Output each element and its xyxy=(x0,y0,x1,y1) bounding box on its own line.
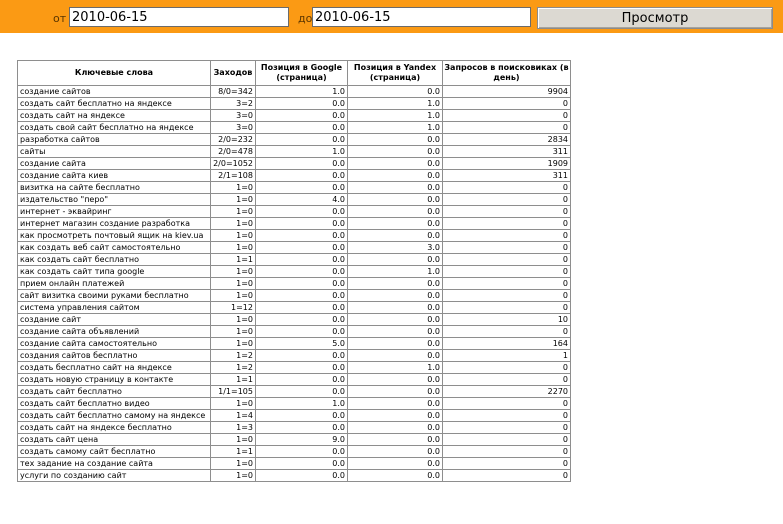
keyword-cell: создать сайт бесплатно xyxy=(18,386,211,398)
yandex-position-cell: 0.0 xyxy=(348,278,443,290)
requests-cell: 0 xyxy=(443,398,571,410)
visits-cell: 1=0 xyxy=(211,314,256,326)
table-row xyxy=(18,326,571,338)
table-row xyxy=(18,374,571,386)
keyword-cell: система управления сайтом xyxy=(18,302,211,314)
google-position-cell: 0.0 xyxy=(256,410,348,422)
google-position-cell: 0.0 xyxy=(256,446,348,458)
requests-cell: 0 xyxy=(443,302,571,314)
requests-cell: 0 xyxy=(443,374,571,386)
table-row xyxy=(18,290,571,302)
yandex-position-cell: 1.0 xyxy=(348,110,443,122)
yandex-position-cell: 0.0 xyxy=(348,458,443,470)
yandex-position-cell: 0.0 xyxy=(348,314,443,326)
google-position-cell: 0.0 xyxy=(256,182,348,194)
table-row xyxy=(18,242,571,254)
table-row xyxy=(18,278,571,290)
requests-cell: 0 xyxy=(443,278,571,290)
yandex-position-cell: 3.0 xyxy=(348,242,443,254)
google-position-cell: 0.0 xyxy=(256,374,348,386)
google-position-cell: 1.0 xyxy=(256,146,348,158)
requests-cell: 2270 xyxy=(443,386,571,398)
yandex-position-cell: 0.0 xyxy=(348,434,443,446)
yandex-position-cell: 0.0 xyxy=(348,146,443,158)
google-position-cell: 0.0 xyxy=(256,470,348,482)
table-row xyxy=(18,134,571,146)
keyword-cell: создание сайта xyxy=(18,158,211,170)
requests-cell: 0 xyxy=(443,242,571,254)
requests-cell: 0 xyxy=(443,110,571,122)
table-row xyxy=(18,218,571,230)
google-position-cell: 0.0 xyxy=(256,230,348,242)
google-position-cell: 0.0 xyxy=(256,206,348,218)
requests-cell: 0 xyxy=(443,470,571,482)
requests-cell: 0 xyxy=(443,98,571,110)
visits-cell: 3=0 xyxy=(211,110,256,122)
requests-cell: 0 xyxy=(443,230,571,242)
keyword-cell: создание сайт xyxy=(18,314,211,326)
requests-cell: 0 xyxy=(443,458,571,470)
visits-cell: 1=0 xyxy=(211,290,256,302)
table-row xyxy=(18,254,571,266)
keyword-cell: разработка сайтов xyxy=(18,134,211,146)
keyword-cell: как создать веб сайт самостоятельно xyxy=(18,242,211,254)
yandex-position-cell: 0.0 xyxy=(348,230,443,242)
requests-cell: 0 xyxy=(443,410,571,422)
yandex-position-cell: 0.0 xyxy=(348,470,443,482)
keyword-cell: создать бесплатно сайт на яндексе xyxy=(18,362,211,374)
table-row xyxy=(18,194,571,206)
yandex-position-cell: 0.0 xyxy=(348,410,443,422)
requests-cell: 9904 xyxy=(443,86,571,98)
visits-cell: 8/0=342 xyxy=(211,86,256,98)
table-row xyxy=(18,386,571,398)
yandex-position-cell: 0.0 xyxy=(348,158,443,170)
table-row xyxy=(18,98,571,110)
header-keywords: Ключевые слова xyxy=(18,61,211,86)
keyword-cell: прием онлайн платежей xyxy=(18,278,211,290)
table-row xyxy=(18,158,571,170)
requests-cell: 0 xyxy=(443,434,571,446)
google-position-cell: 5.0 xyxy=(256,338,348,350)
yandex-position-cell: 0.0 xyxy=(348,254,443,266)
google-position-cell: 0.0 xyxy=(256,290,348,302)
visits-cell: 1=0 xyxy=(211,398,256,410)
table-row xyxy=(18,350,571,362)
table-row xyxy=(18,206,571,218)
yandex-position-cell: 0.0 xyxy=(348,338,443,350)
visits-cell: 3=0 xyxy=(211,122,256,134)
table-row xyxy=(18,422,571,434)
google-position-cell: 0.0 xyxy=(256,314,348,326)
keyword-cell: создать самому сайт бесплатно xyxy=(18,446,211,458)
to-label: до xyxy=(298,12,313,25)
requests-cell: 0 xyxy=(443,254,571,266)
table-row xyxy=(18,122,571,134)
google-position-cell: 0.0 xyxy=(256,386,348,398)
header-search-requests: Запросов в поисковиках (в день) xyxy=(443,61,571,86)
requests-cell: 0 xyxy=(443,218,571,230)
requests-cell: 1 xyxy=(443,350,571,362)
table-row xyxy=(18,458,571,470)
keyword-cell: создать сайт на яндексе бесплатно xyxy=(18,422,211,434)
google-position-cell: 9.0 xyxy=(256,434,348,446)
visits-cell: 2/0=478 xyxy=(211,146,256,158)
keyword-cell: создать сайт цена xyxy=(18,434,211,446)
keyword-cell: как создать сайт бесплатно xyxy=(18,254,211,266)
google-position-cell: 0.0 xyxy=(256,362,348,374)
requests-cell: 164 xyxy=(443,338,571,350)
requests-cell: 311 xyxy=(443,146,571,158)
yandex-position-cell: 1.0 xyxy=(348,362,443,374)
google-position-cell: 0.0 xyxy=(256,266,348,278)
visits-cell: 1=1 xyxy=(211,446,256,458)
google-position-cell: 1.0 xyxy=(256,86,348,98)
visits-cell: 1=4 xyxy=(211,410,256,422)
table-row xyxy=(18,230,571,242)
yandex-position-cell: 0.0 xyxy=(348,446,443,458)
google-position-cell: 0.0 xyxy=(256,134,348,146)
requests-cell: 0 xyxy=(443,206,571,218)
requests-cell: 2834 xyxy=(443,134,571,146)
yandex-position-cell: 0.0 xyxy=(348,194,443,206)
keyword-cell: создание сайта киев xyxy=(18,170,211,182)
header-yandex-position: Позиция в Yandex (страница) xyxy=(348,61,443,86)
visits-cell: 1=0 xyxy=(211,470,256,482)
requests-cell: 0 xyxy=(443,422,571,434)
visits-cell: 1=0 xyxy=(211,182,256,194)
table-row xyxy=(18,170,571,182)
keyword-cell: сайт визитка своими руками бесплатно xyxy=(18,290,211,302)
table-body xyxy=(18,86,571,482)
yandex-position-cell: 0.0 xyxy=(348,386,443,398)
visits-cell: 1=0 xyxy=(211,278,256,290)
yandex-position-cell: 0.0 xyxy=(348,302,443,314)
google-position-cell: 0.0 xyxy=(256,170,348,182)
visits-cell: 1=1 xyxy=(211,254,256,266)
table-row xyxy=(18,470,571,482)
keyword-cell: как создать сайт типа google xyxy=(18,266,211,278)
yandex-position-cell: 0.0 xyxy=(348,326,443,338)
visits-cell: 1=12 xyxy=(211,302,256,314)
yandex-position-cell: 0.0 xyxy=(348,182,443,194)
yandex-position-cell: 1.0 xyxy=(348,266,443,278)
table-row xyxy=(18,314,571,326)
table-row xyxy=(18,182,571,194)
table-row xyxy=(18,434,571,446)
visits-cell: 2/0=232 xyxy=(211,134,256,146)
visits-cell: 1=1 xyxy=(211,374,256,386)
header-google-position: Позиция в Google (страница) xyxy=(256,61,348,86)
keyword-cell: создать сайт бесплатно самому на яндексе xyxy=(18,410,211,422)
google-position-cell: 1.0 xyxy=(256,398,348,410)
google-position-cell: 0.0 xyxy=(256,242,348,254)
table-row xyxy=(18,338,571,350)
keyword-cell: создание сайта объявлений xyxy=(18,326,211,338)
visits-cell: 1=0 xyxy=(211,434,256,446)
table-row xyxy=(18,146,571,158)
visits-cell: 1=0 xyxy=(211,218,256,230)
visits-cell: 1=0 xyxy=(211,458,256,470)
visits-cell: 1=0 xyxy=(211,230,256,242)
table-row xyxy=(18,86,571,98)
keyword-cell: сайты xyxy=(18,146,211,158)
table-header-row xyxy=(18,61,571,86)
keywords-table xyxy=(17,60,571,482)
visits-cell: 2/0=1052 xyxy=(211,158,256,170)
to-date-input[interactable] xyxy=(312,7,531,27)
visits-cell: 1=0 xyxy=(211,242,256,254)
google-position-cell: 0.0 xyxy=(256,110,348,122)
table-row xyxy=(18,302,571,314)
yandex-position-cell: 0.0 xyxy=(348,422,443,434)
yandex-position-cell: 0.0 xyxy=(348,134,443,146)
visits-cell: 1/1=105 xyxy=(211,386,256,398)
table-row xyxy=(18,398,571,410)
keyword-cell: тех задание на создание сайта xyxy=(18,458,211,470)
requests-cell: 0 xyxy=(443,326,571,338)
visits-cell: 3=2 xyxy=(211,98,256,110)
visits-cell: 1=2 xyxy=(211,362,256,374)
yandex-position-cell: 0.0 xyxy=(348,398,443,410)
filter-bar xyxy=(0,0,783,33)
google-position-cell: 0.0 xyxy=(256,218,348,230)
header-visits: Заходов xyxy=(211,61,256,86)
view-button[interactable]: Просмотр xyxy=(537,7,773,29)
keyword-cell: издательство "перо" xyxy=(18,194,211,206)
google-position-cell: 0.0 xyxy=(256,302,348,314)
google-position-cell: 0.0 xyxy=(256,458,348,470)
visits-cell: 1=0 xyxy=(211,338,256,350)
keyword-cell: создать сайт бесплатно на яндексе xyxy=(18,98,211,110)
table-row xyxy=(18,362,571,374)
google-position-cell: 4.0 xyxy=(256,194,348,206)
from-label: от xyxy=(53,12,67,25)
visits-cell: 1=0 xyxy=(211,194,256,206)
requests-cell: 0 xyxy=(443,290,571,302)
requests-cell: 311 xyxy=(443,170,571,182)
requests-cell: 0 xyxy=(443,266,571,278)
keyword-cell: интернет магазин создание разработка xyxy=(18,218,211,230)
keyword-cell: услуги по созданию сайт xyxy=(18,470,211,482)
keyword-cell: как просмотреть почтовый ящик на kiev.ua xyxy=(18,230,211,242)
google-position-cell: 0.0 xyxy=(256,326,348,338)
yandex-position-cell: 0.0 xyxy=(348,86,443,98)
requests-cell: 1909 xyxy=(443,158,571,170)
table-row xyxy=(18,446,571,458)
yandex-position-cell: 0.0 xyxy=(348,218,443,230)
from-date-input[interactable] xyxy=(69,7,289,27)
google-position-cell: 0.0 xyxy=(256,254,348,266)
yandex-position-cell: 1.0 xyxy=(348,98,443,110)
requests-cell: 0 xyxy=(443,446,571,458)
keyword-cell: создать свой сайт бесплатно на яндексе xyxy=(18,122,211,134)
table-row xyxy=(18,110,571,122)
yandex-position-cell: 0.0 xyxy=(348,170,443,182)
google-position-cell: 0.0 xyxy=(256,158,348,170)
yandex-position-cell: 0.0 xyxy=(348,374,443,386)
yandex-position-cell: 0.0 xyxy=(348,350,443,362)
visits-cell: 1=3 xyxy=(211,422,256,434)
visits-cell: 1=0 xyxy=(211,206,256,218)
visits-cell: 1=2 xyxy=(211,350,256,362)
requests-cell: 10 xyxy=(443,314,571,326)
yandex-position-cell: 1.0 xyxy=(348,122,443,134)
google-position-cell: 0.0 xyxy=(256,98,348,110)
requests-cell: 0 xyxy=(443,182,571,194)
keyword-cell: создать сайт на яндексе xyxy=(18,110,211,122)
table-row xyxy=(18,266,571,278)
google-position-cell: 0.0 xyxy=(256,422,348,434)
keyword-cell: создание сайтов xyxy=(18,86,211,98)
visits-cell: 1=0 xyxy=(211,326,256,338)
visits-cell: 1=0 xyxy=(211,266,256,278)
visits-cell: 2/1=108 xyxy=(211,170,256,182)
keyword-cell: интернет - эквайринг xyxy=(18,206,211,218)
requests-cell: 0 xyxy=(443,362,571,374)
yandex-position-cell: 0.0 xyxy=(348,206,443,218)
keyword-cell: создать сайт бесплатно видео xyxy=(18,398,211,410)
google-position-cell: 0.0 xyxy=(256,278,348,290)
requests-cell: 0 xyxy=(443,194,571,206)
keyword-cell: создания сайтов бесплатно xyxy=(18,350,211,362)
keyword-cell: создать новую страницу в контакте xyxy=(18,374,211,386)
google-position-cell: 0.0 xyxy=(256,122,348,134)
keyword-cell: визитка на сайте бесплатно xyxy=(18,182,211,194)
keyword-cell: создание сайта самостоятельно xyxy=(18,338,211,350)
requests-cell: 0 xyxy=(443,122,571,134)
yandex-position-cell: 0.0 xyxy=(348,290,443,302)
table-row xyxy=(18,410,571,422)
google-position-cell: 0.0 xyxy=(256,350,348,362)
